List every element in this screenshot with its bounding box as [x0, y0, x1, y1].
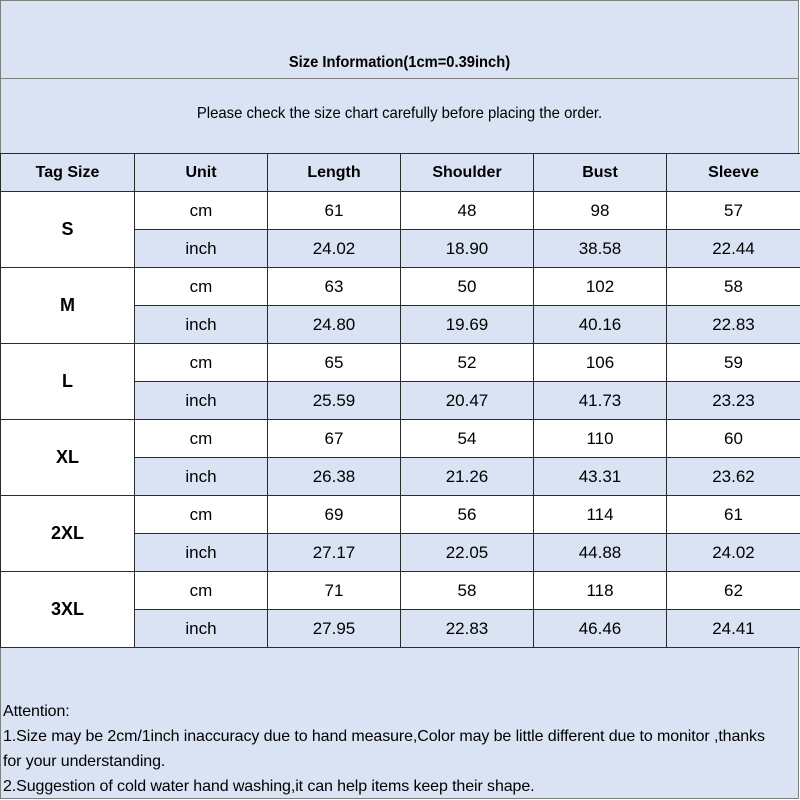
measure-cell: 98 [534, 192, 667, 230]
header-length: Length [268, 154, 401, 192]
unit-cell: inch [135, 230, 268, 268]
measure-cell: 22.05 [401, 534, 534, 572]
measure-cell: 102 [534, 268, 667, 306]
measure-cell: 23.62 [667, 458, 800, 496]
measure-cell: 61 [268, 192, 401, 230]
measure-cell: 22.83 [401, 610, 534, 648]
measure-cell: 69 [268, 496, 401, 534]
table-header-row [1, 154, 800, 192]
header-sleeve: Sleeve [667, 154, 800, 192]
measure-cell: 22.44 [667, 230, 800, 268]
unit-cell: cm [135, 420, 268, 458]
notice-band [1, 79, 798, 154]
tag-size-cell: 3XL [1, 572, 135, 648]
measure-cell: 21.26 [401, 458, 534, 496]
measure-cell: 61 [667, 496, 800, 534]
measure-cell: 24.02 [268, 230, 401, 268]
measure-cell: 48 [401, 192, 534, 230]
measure-cell: 65 [268, 344, 401, 382]
measure-cell: 40.16 [534, 306, 667, 344]
measure-cell: 58 [401, 572, 534, 610]
measure-cell: 44.88 [534, 534, 667, 572]
measure-cell: 46.46 [534, 610, 667, 648]
unit-cell: inch [135, 458, 268, 496]
measure-cell: 24.80 [268, 306, 401, 344]
unit-cell: inch [135, 534, 268, 572]
unit-cell: inch [135, 610, 268, 648]
title-band [1, 1, 798, 79]
unit-cell: inch [135, 306, 268, 344]
measure-cell: 25.59 [268, 382, 401, 420]
size-table-body [1, 192, 800, 648]
measure-cell: 118 [534, 572, 667, 610]
header-unit: Unit [135, 154, 268, 192]
attention-line-1b: for your understanding. [3, 753, 166, 770]
measure-cell: 62 [667, 572, 800, 610]
measure-cell: 24.41 [667, 610, 800, 648]
table-row [1, 344, 800, 382]
measure-cell: 22.83 [667, 306, 800, 344]
size-table [0, 153, 800, 648]
measure-cell: 54 [401, 420, 534, 458]
measure-cell: 106 [534, 344, 667, 382]
attention-heading: Attention: [3, 703, 70, 720]
table-row [1, 496, 800, 534]
attention-notes [3, 699, 797, 799]
measure-cell: 23.23 [667, 382, 800, 420]
measure-cell: 27.95 [268, 610, 401, 648]
measure-cell: 60 [667, 420, 800, 458]
measure-cell: 57 [667, 192, 800, 230]
measure-cell: 27.17 [268, 534, 401, 572]
unit-cell: cm [135, 496, 268, 534]
table-row [1, 268, 800, 306]
table-row [1, 420, 800, 458]
tag-size-cell: L [1, 344, 135, 420]
measure-cell: 110 [534, 420, 667, 458]
measure-cell: 71 [268, 572, 401, 610]
measure-cell: 63 [268, 268, 401, 306]
tag-size-cell: S [1, 192, 135, 268]
measure-cell: 20.47 [401, 382, 534, 420]
measure-cell: 26.38 [268, 458, 401, 496]
measure-cell: 56 [401, 496, 534, 534]
tag-size-cell: XL [1, 420, 135, 496]
attention-line-1a: 1.Size may be 2cm/1inch inaccuracy due to hand measure,Color may be little different due to monitor ,thanks [3, 728, 765, 745]
measure-cell: 19.69 [401, 306, 534, 344]
measure-cell: 41.73 [534, 382, 667, 420]
tag-size-cell: 2XL [1, 496, 135, 572]
measure-cell: 59 [667, 344, 800, 382]
unit-cell: inch [135, 382, 268, 420]
unit-cell: cm [135, 192, 268, 230]
notice-text: Please check the size chart carefully before placing the order. [196, 105, 603, 122]
header-shoulder: Shoulder [401, 154, 534, 192]
unit-cell: cm [135, 268, 268, 306]
measure-cell: 52 [401, 344, 534, 382]
page-title: Size Information(1cm=0.39inch) [288, 54, 511, 71]
measure-cell: 58 [667, 268, 800, 306]
measure-cell: 43.31 [534, 458, 667, 496]
header-tag-size: Tag Size [1, 154, 135, 192]
tag-size-cell: M [1, 268, 135, 344]
measure-cell: 38.58 [534, 230, 667, 268]
measure-cell: 24.02 [667, 534, 800, 572]
measure-cell: 67 [268, 420, 401, 458]
measure-cell: 50 [401, 268, 534, 306]
header-bust: Bust [534, 154, 667, 192]
unit-cell: cm [135, 344, 268, 382]
attention-line-2: 2.Suggestion of cold water hand washing,it can help items keep their shape. [3, 778, 535, 795]
measure-cell: 114 [534, 496, 667, 534]
unit-cell: cm [135, 572, 268, 610]
measure-cell: 18.90 [401, 230, 534, 268]
table-row [1, 192, 800, 230]
table-row [1, 572, 800, 610]
